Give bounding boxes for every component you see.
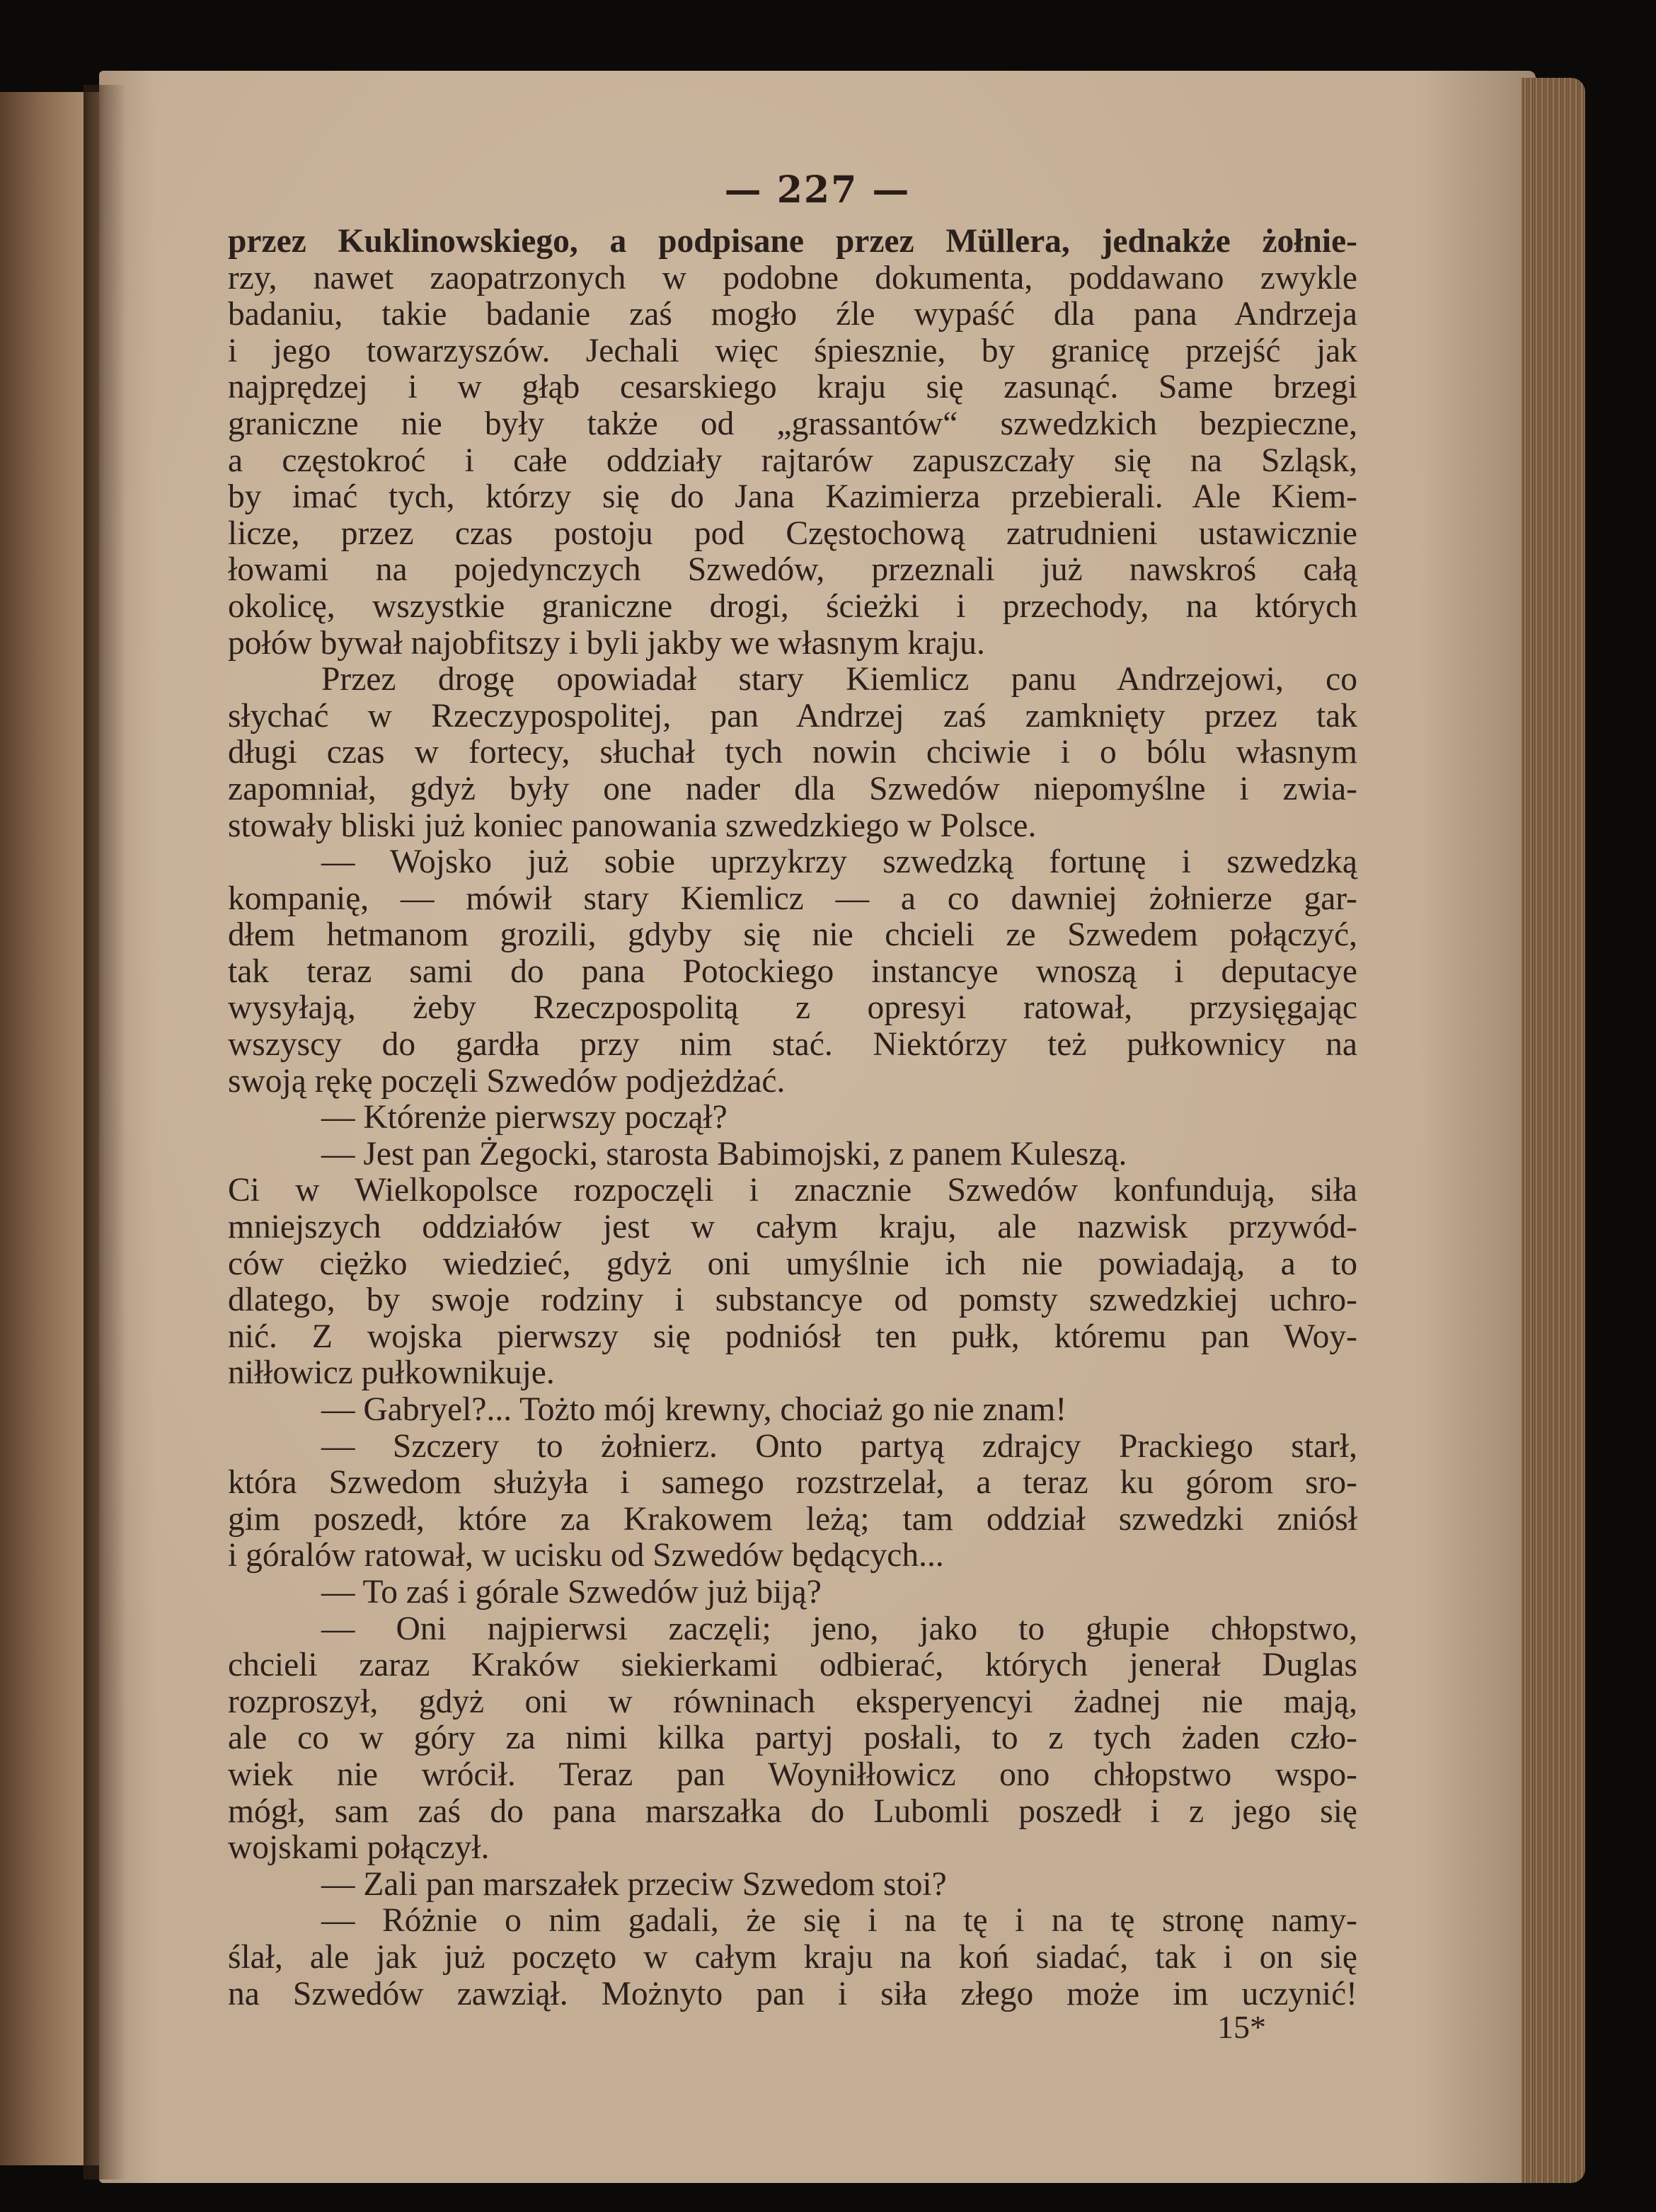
text-line: — Zali pan marszałek przeciw Szwedom stoi? <box>321 1865 947 1903</box>
text-line: nić. Z wojska pierwszy się podniósł ten pułk, któremu pan Woy- <box>228 1318 1357 1355</box>
text-line: graniczne nie były także od „grassantów“ szwedzkich bezpieczne, <box>228 405 1357 442</box>
text-line: gim poszedł, które za Krakowem leżą; tam oddział szwedzki zniósł <box>228 1500 1357 1538</box>
text-line: mniejszych oddziałów jest w całym kraju, ale nazwisk przywód- <box>228 1209 1357 1246</box>
text-line: by imać tych, którzy się do Jana Kazimierza przebierali. Ale Kiem- <box>228 478 1357 516</box>
text-line: rozproszył, gdyż oni w równinach eksperyencyi żadnej nie mają, <box>228 1683 1357 1720</box>
text-line: ale co w góry za nimi kilka partyj posłali, to z tych żaden czło- <box>228 1720 1357 1757</box>
page-edges <box>1522 78 1585 2183</box>
text-line: — Jest pan Żegocki, starosta Babimojski, z panem Kuleszą. <box>321 1135 1127 1173</box>
page-number: — 227 — <box>724 168 911 212</box>
text-line: łowami na pojedynczych Szwedów, przeznali już nawskroś całą <box>228 551 1357 589</box>
text-line: — Oni najpierwsi zaczęli; jeno, jako to głupie chłopstwo, <box>321 1610 1357 1647</box>
text-line: i góralów ratował, w ucisku od Szwedów będących... <box>228 1537 944 1574</box>
text-line: najprędzej i w głąb cesarskiego kraju się zasunąć. Same brzegi <box>228 369 1357 406</box>
text-line: — To zaś i górale Szwedów już biją? <box>321 1573 822 1611</box>
signature-mark: 15* <box>1217 2009 1266 2045</box>
text-line: stowały bliski już koniec panowania szwedzkiego w Polsce. <box>228 807 1037 844</box>
text-line: wiek nie wrócił. Teraz pan Woyniłłowicz ono chłopstwo wspo- <box>228 1756 1357 1793</box>
text-line: kompanię, — mówił stary Kiemlicz — a co dawniej żołnierze gar- <box>228 880 1357 917</box>
text-line: chcieli zaraz Kraków siekierkami odbierać, których jenerał Duglas <box>228 1647 1357 1684</box>
text-line: wszyscy do gardła przy nim stać. Niektórzy też pułkownicy na <box>228 1026 1357 1064</box>
text-line: — Którenże pierwszy począł? <box>321 1099 728 1136</box>
text-line: — Różnie o nim gadali, że się i na tę i na tę stronę namy- <box>321 1902 1357 1940</box>
text-line: — Szczery to żołnierz. Onto partyą zdrajcy Prackiego starł, <box>321 1427 1357 1465</box>
text-line: ślał, ale jak już poczęto w całym kraju na koń siadać, tak i on się <box>228 1938 1357 1976</box>
text-line: połów bywał najobfitszy i byli jakby we własnym kraju. <box>228 624 985 662</box>
text-line: wojskami połączył. <box>228 1829 490 1867</box>
text-line: rzy, nawet zaopatrzonych w podobne dokumenta, poddawano zwykle <box>228 259 1357 296</box>
text-line: badaniu, takie badanie zaś mogło źle wypaść dla pana Andrzeja <box>228 296 1357 333</box>
text-line: ców ciężko wiedzieć, gdyż oni umyślnie ich nie powiadają, a to <box>228 1245 1357 1282</box>
text-line: licze, przez czas postoju pod Częstochową zatrudnieni ustawicznie <box>228 514 1357 552</box>
text-line: niłłowicz pułkownikuje. <box>228 1354 555 1392</box>
text-line: Przez drogę opowiadał stary Kiemlicz panu Andrzejowi, co <box>321 661 1357 698</box>
text-line: długi czas w fortecy, słuchał tych nowin chciwie i o bólu własnym <box>228 734 1357 771</box>
text-line: dlatego, by swoje rodziny i substancye od pomsty szwedzkiej uchro- <box>228 1281 1357 1319</box>
text-line: dłem hetmanom grozili, gdyby się nie chcieli ze Szwedem połączyć, <box>228 916 1357 954</box>
text-line: swoją rękę poczęli Szwedów podjeżdżać. <box>228 1062 786 1100</box>
text-line: wysyłają, żeby Rzeczpospolitą z opresyi ratował, przysięgając <box>228 989 1357 1027</box>
text-line: mógł, sam zaś do pana marszałka do Lubomli poszedł i z jego się <box>228 1792 1357 1830</box>
text-line: przez Kuklinowskiego, a podpisane przez Müllera, jednakże żołnie- <box>228 223 1357 260</box>
text-line: słychać w Rzeczypospolitej, pan Andrzej zaś zamknięty przez tak <box>228 697 1357 735</box>
text-line: na Szwedów zawziął. Możnyto pan i siła złego może im uczynić! <box>228 1975 1357 2012</box>
book-gutter <box>84 85 126 2179</box>
text-line: Ci w Wielkopolsce rozpoczęli i znacznie Szwedów konfundują, siła <box>228 1172 1357 1209</box>
text-line: i jego towarzyszów. Jechali więc śpiesznie, by granicę przejść jak <box>228 332 1357 369</box>
text-line: zapomniał, gdyż były one nader dla Szwedów niepomyślne i zwia- <box>228 770 1357 807</box>
text-line: tak teraz sami do pana Potockiego instancye wnoszą i deputacye <box>228 952 1357 990</box>
text-line: która Szwedom służyła i samego rozstrzelał, a teraz ku górom sro- <box>228 1464 1357 1502</box>
text-line: a częstokroć i całe oddziały rajtarów zapuszczały się na Szląsk, <box>228 442 1357 479</box>
text-line: okolicę, wszystkie graniczne drogi, ścieżki i przechody, na których <box>228 587 1357 625</box>
text-line: — Wojsko już sobie uprzykrzy szwedzką fortunę i szwedzką <box>321 843 1357 881</box>
text-line: — Gabryel?... Tożto mój krewny, chociaż go nie znam! <box>321 1391 1067 1428</box>
body-text <box>228 224 1357 2012</box>
